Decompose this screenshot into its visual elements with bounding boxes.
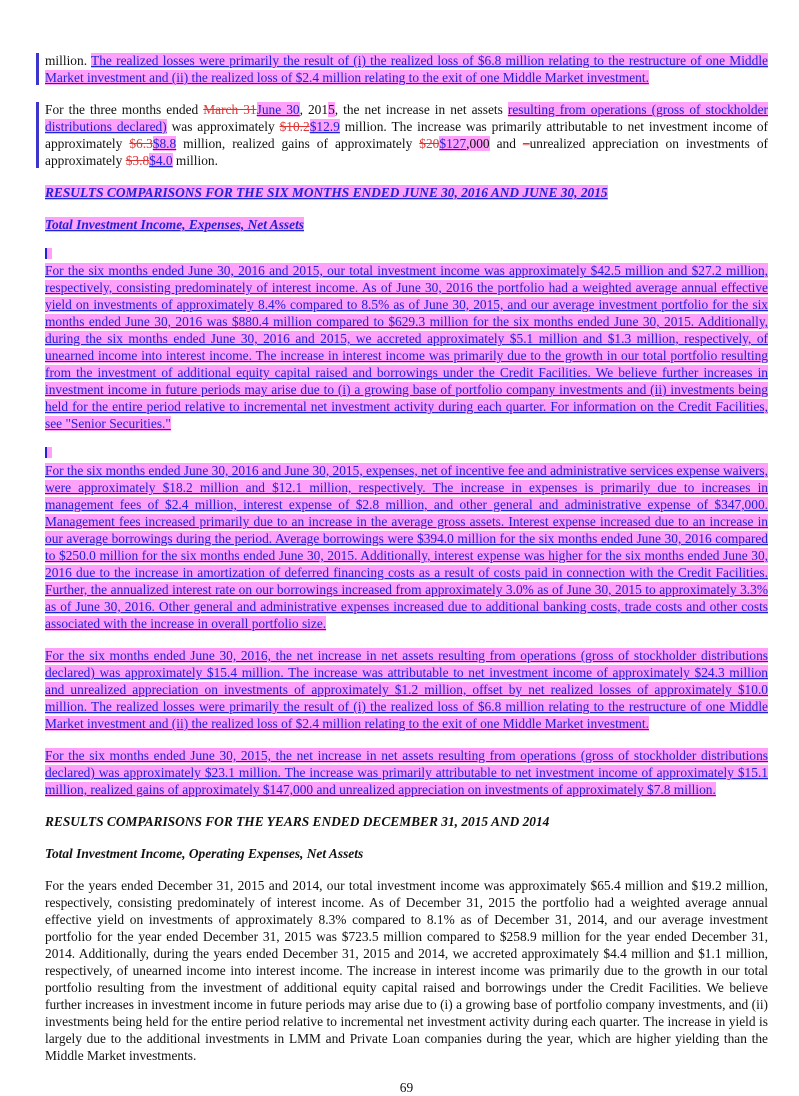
- change-bar: [36, 53, 39, 85]
- text-run: –: [522, 136, 530, 151]
- paragraph-six-months-2016-net-increase: [45, 647, 768, 732]
- paragraph-mark-icon: [45, 248, 52, 259]
- text-run: $127: [439, 136, 467, 151]
- subsection-heading-years: [45, 845, 768, 862]
- text-run: $8.8: [152, 136, 177, 151]
- text-run: For the six months ended June 30, 2016 and June 30, 2015, expenses, net of incentive fee and administrative services expense waivers, were approximately $18.2 million and $12.1 million, respectively. The increase in expenses is primarily due to increases in management fees of $2.4 million, interest expense of $2.8 million, and other general and administrative expense of $347,000. Management fees increased primarily due to an increase in the average gross assets. Interest expense increased due to an increase in our average borrowings during the period. Average borrowings were $394.0 million for the six months ended June 30, 2016 compared to $250.0 million for the six months ended June 30, 2015. Additionally, interest expense was higher for the six months ended June 30, 2016 due to the increase in amortization of deferred financing costs as a result of costs paid in connection with the Credit Facilities. Further, the annualized interest rate on our borrowings increased from approximately 3.0% as of June 30, 2015 to approximately 3.3% as of June 30, 2016. Other general and administrative expenses increased due to additional banking costs, trade costs and other costs associated with the increase in overall portfolio size.: [45, 463, 768, 631]
- text-run: was approximately: [166, 119, 280, 134]
- text-run: June 30: [256, 102, 300, 117]
- paragraph-three-months-realized-losses: [45, 52, 768, 86]
- text-run: Total Investment Income, Operating Expenses, Net Assets: [45, 846, 364, 861]
- text-run: unrealized appreciation on investments of approximately: [45, 136, 768, 168]
- page-number: 69: [399, 1080, 414, 1095]
- text-run: $20: [419, 136, 440, 151]
- paragraph-six-months-expenses: [45, 462, 768, 632]
- paragraph-three-months-net-increase: [45, 101, 768, 169]
- text-run: and: [489, 136, 523, 151]
- paragraph-mark-line: [45, 248, 768, 261]
- text-run: RESULTS COMPARISONS FOR THE SIX MONTHS ENDED JUNE 30, 2016 AND JUNE 30, 2015: [45, 185, 608, 200]
- subsection-heading-six-months: [45, 216, 768, 233]
- section-heading-years: [45, 813, 768, 830]
- text-run: Total Investment Income, Expenses, Net Assets: [45, 217, 305, 232]
- text-run: For the six months ended June 30, 2016, the net increase in net assets resulting from operations (gross of stockholder distributions declared) was approximately $15.4 million. The increase was attributable to net investment income of approximately $24.3 million and unrealized appreciation on investments of approximately $1.2 million, offset by net realized losses of approximately $10.0 million. The realized losses were primarily the result of (i) the realized loss of $6.8 million relating to the restructure of one Middle Market investment and (ii) the realized loss of $2.4 million relating to the exit of one Middle Market investment.: [45, 648, 768, 731]
- text-run: $12.9: [309, 119, 340, 134]
- text-run: $10.2: [279, 119, 310, 134]
- paragraph-mark-icon: [45, 447, 52, 458]
- text-run: , 201: [299, 102, 329, 117]
- text-run: RESULTS COMPARISONS FOR THE YEARS ENDED DECEMBER 31, 2015 AND 2014: [45, 814, 550, 829]
- text-run: ,000: [466, 136, 490, 151]
- text-run: 5: [328, 102, 335, 117]
- text-run: $3.8: [125, 153, 150, 168]
- paragraph-mark-line: [45, 447, 768, 460]
- text-run: The realized losses were primarily the result of (i) the realized loss of $6.8 million relating to the restructure of one Middle Market investment and (ii) the realized loss of $2.4 million relating to the exit of one Middle Market investment.: [45, 53, 768, 85]
- text-run: For the six months ended June 30, 2015, the net increase in net assets resulting from operations (gross of stockholder distributions declared) was approximately $23.1 million. The increase was primarily attributable to net investment income of approximately $15.1 million, realized gains of approximately $147,000 and unrealized appreciation on investments of approximately $7.8 million.: [45, 748, 768, 797]
- text-run: $6.3: [129, 136, 153, 151]
- paragraph-years-investment-income: [45, 877, 768, 1064]
- text-run: $4.0: [149, 153, 173, 168]
- text-run: March 31: [203, 102, 257, 117]
- text-run: resulting from operations (gross of stockholder distributions declared): [45, 102, 769, 134]
- text-run: , the net increase in net assets: [334, 102, 508, 117]
- text-run: For the three months ended: [45, 102, 204, 117]
- paragraph-six-months-investment-income: [45, 262, 768, 432]
- text-run: For the years ended December 31, 2015 and 2014, our total investment income was approximately $65.4 million and $19.2 million, respectively, consisting predominately of interest income. As of December 31, 2015 the portfolio had a weighted average annual effective yield on investments of approximately 8.3% compared to 8.1% as of December 31, 2014, and our average investment portfolio for the year ended December 31, 2015 was $723.5 million compared to $258.9 million for the year ended December 31, 2014. Additionally, during the years ended December 31, 2015 and 2014, we accreted approximately $4.4 million and $1.1 million, respectively, of unearned income into interest income. The increase in interest income was primarily due to the growth in our total portfolio resulting from the investment of additional equity capital raised and borrowings under the Credit Facilities. We believe further increases in investment income in future periods may arise due to (i) a growing base of portfolio company investments, and (ii) investments being held for the entire period relative to incremental net investment activity during each quarter. The increase in yield is largely due to the additional investments in LMM and Private Loan companies during the year, which are higher yielding than the Middle Market investments.: [45, 878, 768, 1063]
- text-run: million.: [45, 53, 92, 68]
- section-heading-six-months: [45, 184, 768, 201]
- change-bar: [36, 102, 39, 168]
- text-run: For the six months ended June 30, 2016 and 2015, our total investment income was approximately $42.5 million and $27.2 million, respectively, consisting predominately of interest income. As of June 30, 2016 the portfolio had a weighted average annual effective yield on investments of approximately 8.4% compared to 8.5% as of June 30, 2015, and our average investment portfolio for the six months ended June 30, 2016 was $880.4 million compared to $629.3 million for the six months ended June 30, 2015. Additionally, during the six months ended June 30, 2016 and 2015, we accreted approximately $5.1 million and $1.3 million, respectively, of unearned income into interest income. The increase in interest income was primarily due to the growth in our total portfolio resulting from the investment of additional equity capital raised and borrowings under the Credit Facilities. We believe further increases in investment income in future periods may arise due to (i) a growing base of portfolio company investments and (ii) investments being held for the entire period relative to incremental net investment activity during each quarter. For information on the Credit Facilities, see "Senior Securities.": [45, 263, 768, 431]
- paragraph-six-months-2015-net-increase: [45, 747, 768, 798]
- text-run: million. The increase was primarily attributable to net investment income of approximately: [45, 119, 768, 151]
- text-run: million, realized gains of approximately: [176, 136, 420, 151]
- text-run: million.: [172, 153, 218, 168]
